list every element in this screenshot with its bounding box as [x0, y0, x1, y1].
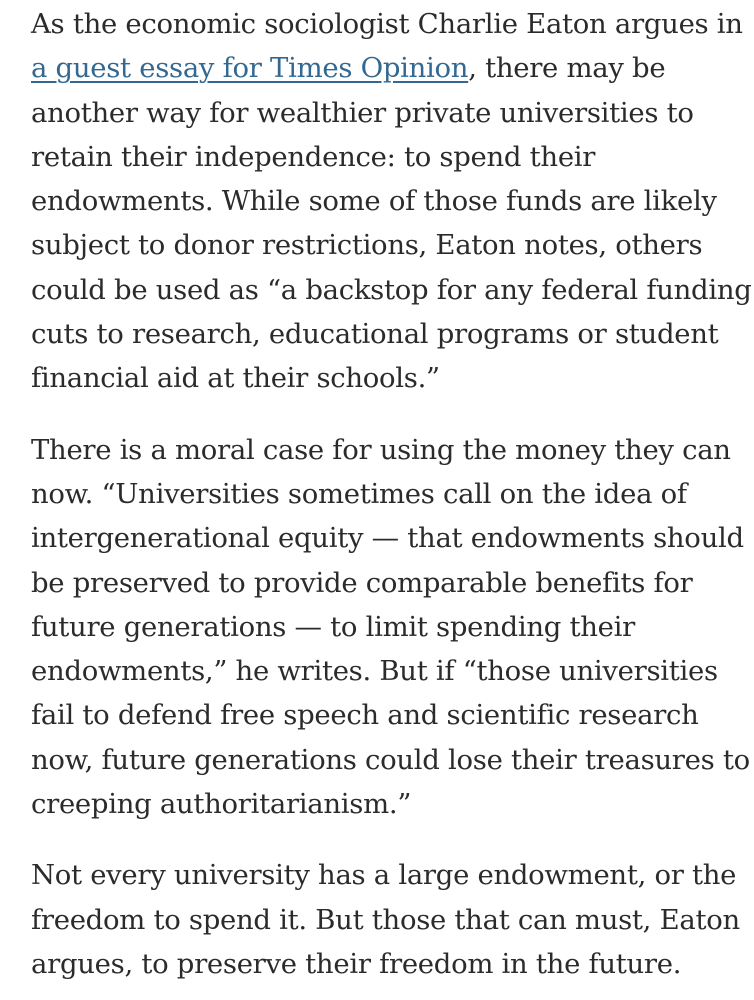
text-line: now, future generations could lose their treasures to: [31, 743, 750, 776]
paragraph-1: [31, 2, 752, 401]
text-line: financial aid at their schools.”: [31, 362, 440, 395]
text-line: endowments,” he writes. But if “those universities: [31, 655, 718, 688]
paragraph-2: [31, 428, 750, 827]
text-line: freedom to spend it. But those that can must, Eaton: [31, 903, 740, 936]
text-line: retain their independence: to spend their: [31, 140, 596, 173]
text-line: could be used as “a backstop for any federal funding: [31, 273, 752, 306]
text-line: subject to donor restrictions, Eaton notes, others: [31, 229, 703, 262]
text-fragment: , there may be: [468, 52, 666, 85]
text-line: intergenerational equity — that endowments should: [31, 522, 744, 555]
text-line: cuts to research, educational programs or student: [31, 318, 719, 351]
article-body: [31, 2, 752, 986]
text-line: fail to defend free speech and scientific research: [31, 699, 699, 732]
text-line: future generations — to limit spending their: [31, 610, 635, 643]
text-line: As the economic sociologist Charlie Eaton argues in: [31, 8, 743, 40]
text-line: endowments. While some of those funds are likely: [31, 185, 717, 218]
paragraph-3: [31, 853, 740, 986]
guest-essay-link[interactable]: a guest essay for Times Opinion: [31, 52, 469, 85]
text-line: be preserved to provide comparable benefits for: [31, 566, 693, 599]
text-line: now. “Universities sometimes call on the idea of: [31, 477, 687, 510]
text-line: argues, to preserve their freedom in the future.: [31, 947, 682, 980]
text-line: Not every university has a large endowment, or the: [31, 859, 737, 892]
text-line: creeping authoritarianism.”: [31, 788, 412, 821]
text-line: [31, 46, 731, 90]
text-line: There is a moral case for using the money they can: [31, 433, 731, 466]
text-line: another way for wealthier private universities to: [31, 96, 694, 129]
